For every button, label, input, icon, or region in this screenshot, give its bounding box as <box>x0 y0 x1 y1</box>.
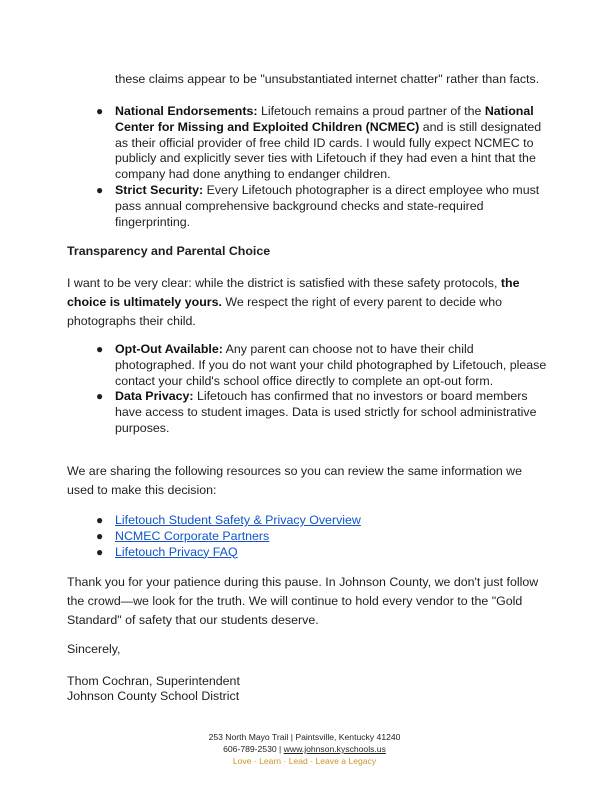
endorsement-security-list <box>67 104 547 230</box>
footer-motto: Love · Learn · Lead · Leave a Legacy <box>232 756 377 766</box>
section-heading: Transparency and Parental Choice <box>67 244 271 258</box>
bullet-title: Data Privacy: <box>115 389 194 404</box>
bullet-text: Any parent can choose not to have their child photographed. If you do not want your child photographed by Lifetouch, please contact your child's school office directly to complete an opt-out form. <box>115 342 547 388</box>
link-lifetouch-safety-overview[interactable]: Lifetouch Student Safety & Privacy Overview <box>115 513 361 527</box>
bullet-icon: ● <box>96 342 104 356</box>
bullet-icon: ● <box>96 544 104 559</box>
list-item <box>67 342 547 389</box>
signature-org: Johnson County School District <box>67 689 240 703</box>
paragraph-bold-text: the choice is ultimately yours. <box>67 276 520 309</box>
bullet-icon: ● <box>96 104 104 118</box>
list-item <box>67 529 547 545</box>
signature-name: Thom Cochran, Superintendent <box>67 674 240 688</box>
list-item <box>67 183 547 230</box>
link-lifetouch-privacy-faq[interactable]: Lifetouch Privacy FAQ <box>115 544 238 559</box>
bullet-icon: ● <box>96 528 104 543</box>
bullet-text: and is still designated as their official provider of free child ID cards. I would fully expect NCMEC to publicly and explicitly sever ties with Lifetouch if they had even a hint that the company had done anything to endanger children. <box>115 119 542 182</box>
signoff: Sincerely, <box>67 642 121 656</box>
bullet-text: Every Lifetouch photographer is a direct employee who must pass annual comprehensive background checks and state-required fingerprinting. <box>115 182 540 229</box>
choice-paragraph <box>67 274 545 331</box>
paragraph-text: We respect the right of every parent to decide who photographs their child. <box>67 295 503 328</box>
list-item <box>67 513 547 529</box>
footer-address: 253 North Mayo Trail | Paintsville, Kentucky 41240 <box>208 732 401 742</box>
list-item <box>67 545 547 561</box>
bullet-icon: ● <box>96 182 104 197</box>
resource-links-list <box>67 513 547 560</box>
list-item <box>67 104 547 183</box>
choice-list <box>67 342 547 437</box>
link-ncmec-corporate-partners[interactable]: NCMEC Corporate Partners <box>115 528 270 543</box>
paragraph-text: I want to be very clear: while the district is satisfied with these safety protocols, <box>67 276 501 290</box>
footer-phone: 606-789-2530 | <box>223 744 284 754</box>
list-item <box>67 389 547 436</box>
footer-contact <box>0 743 609 755</box>
closing-paragraph: Thank you for your patience during this pause. In Johnson County, we don't just follow the crowd—we look for the truth. We will continue to hold every vendor to the "Gold Standard" of safety that our students deserve. <box>67 575 539 627</box>
bullet-text: Lifetouch has confirmed that no investors or board members have access to student images. Data is used strictly for school administrative purposes. <box>115 389 537 435</box>
bullet-icon: ● <box>96 389 104 404</box>
bullet-title: Opt-Out Available: <box>115 342 223 356</box>
bullet-text: Lifetouch remains a proud partner of the <box>257 104 485 118</box>
resources-intro: We are sharing the following resources so you can review the same information we used to make this decision: <box>67 464 523 497</box>
bullet-icon: ● <box>96 513 104 527</box>
footer-website-link[interactable]: www.johnson.kyschools.us <box>283 744 386 754</box>
continuation-text: these claims appear to be "unsubstantiated internet chatter" rather than facts. <box>115 72 540 86</box>
bullet-title: National Endorsements: <box>115 104 258 118</box>
bullet-bold-text: National Center for Missing and Exploited Children (NCMEC) <box>115 104 534 134</box>
bullet-title: Strict Security: <box>115 182 204 197</box>
